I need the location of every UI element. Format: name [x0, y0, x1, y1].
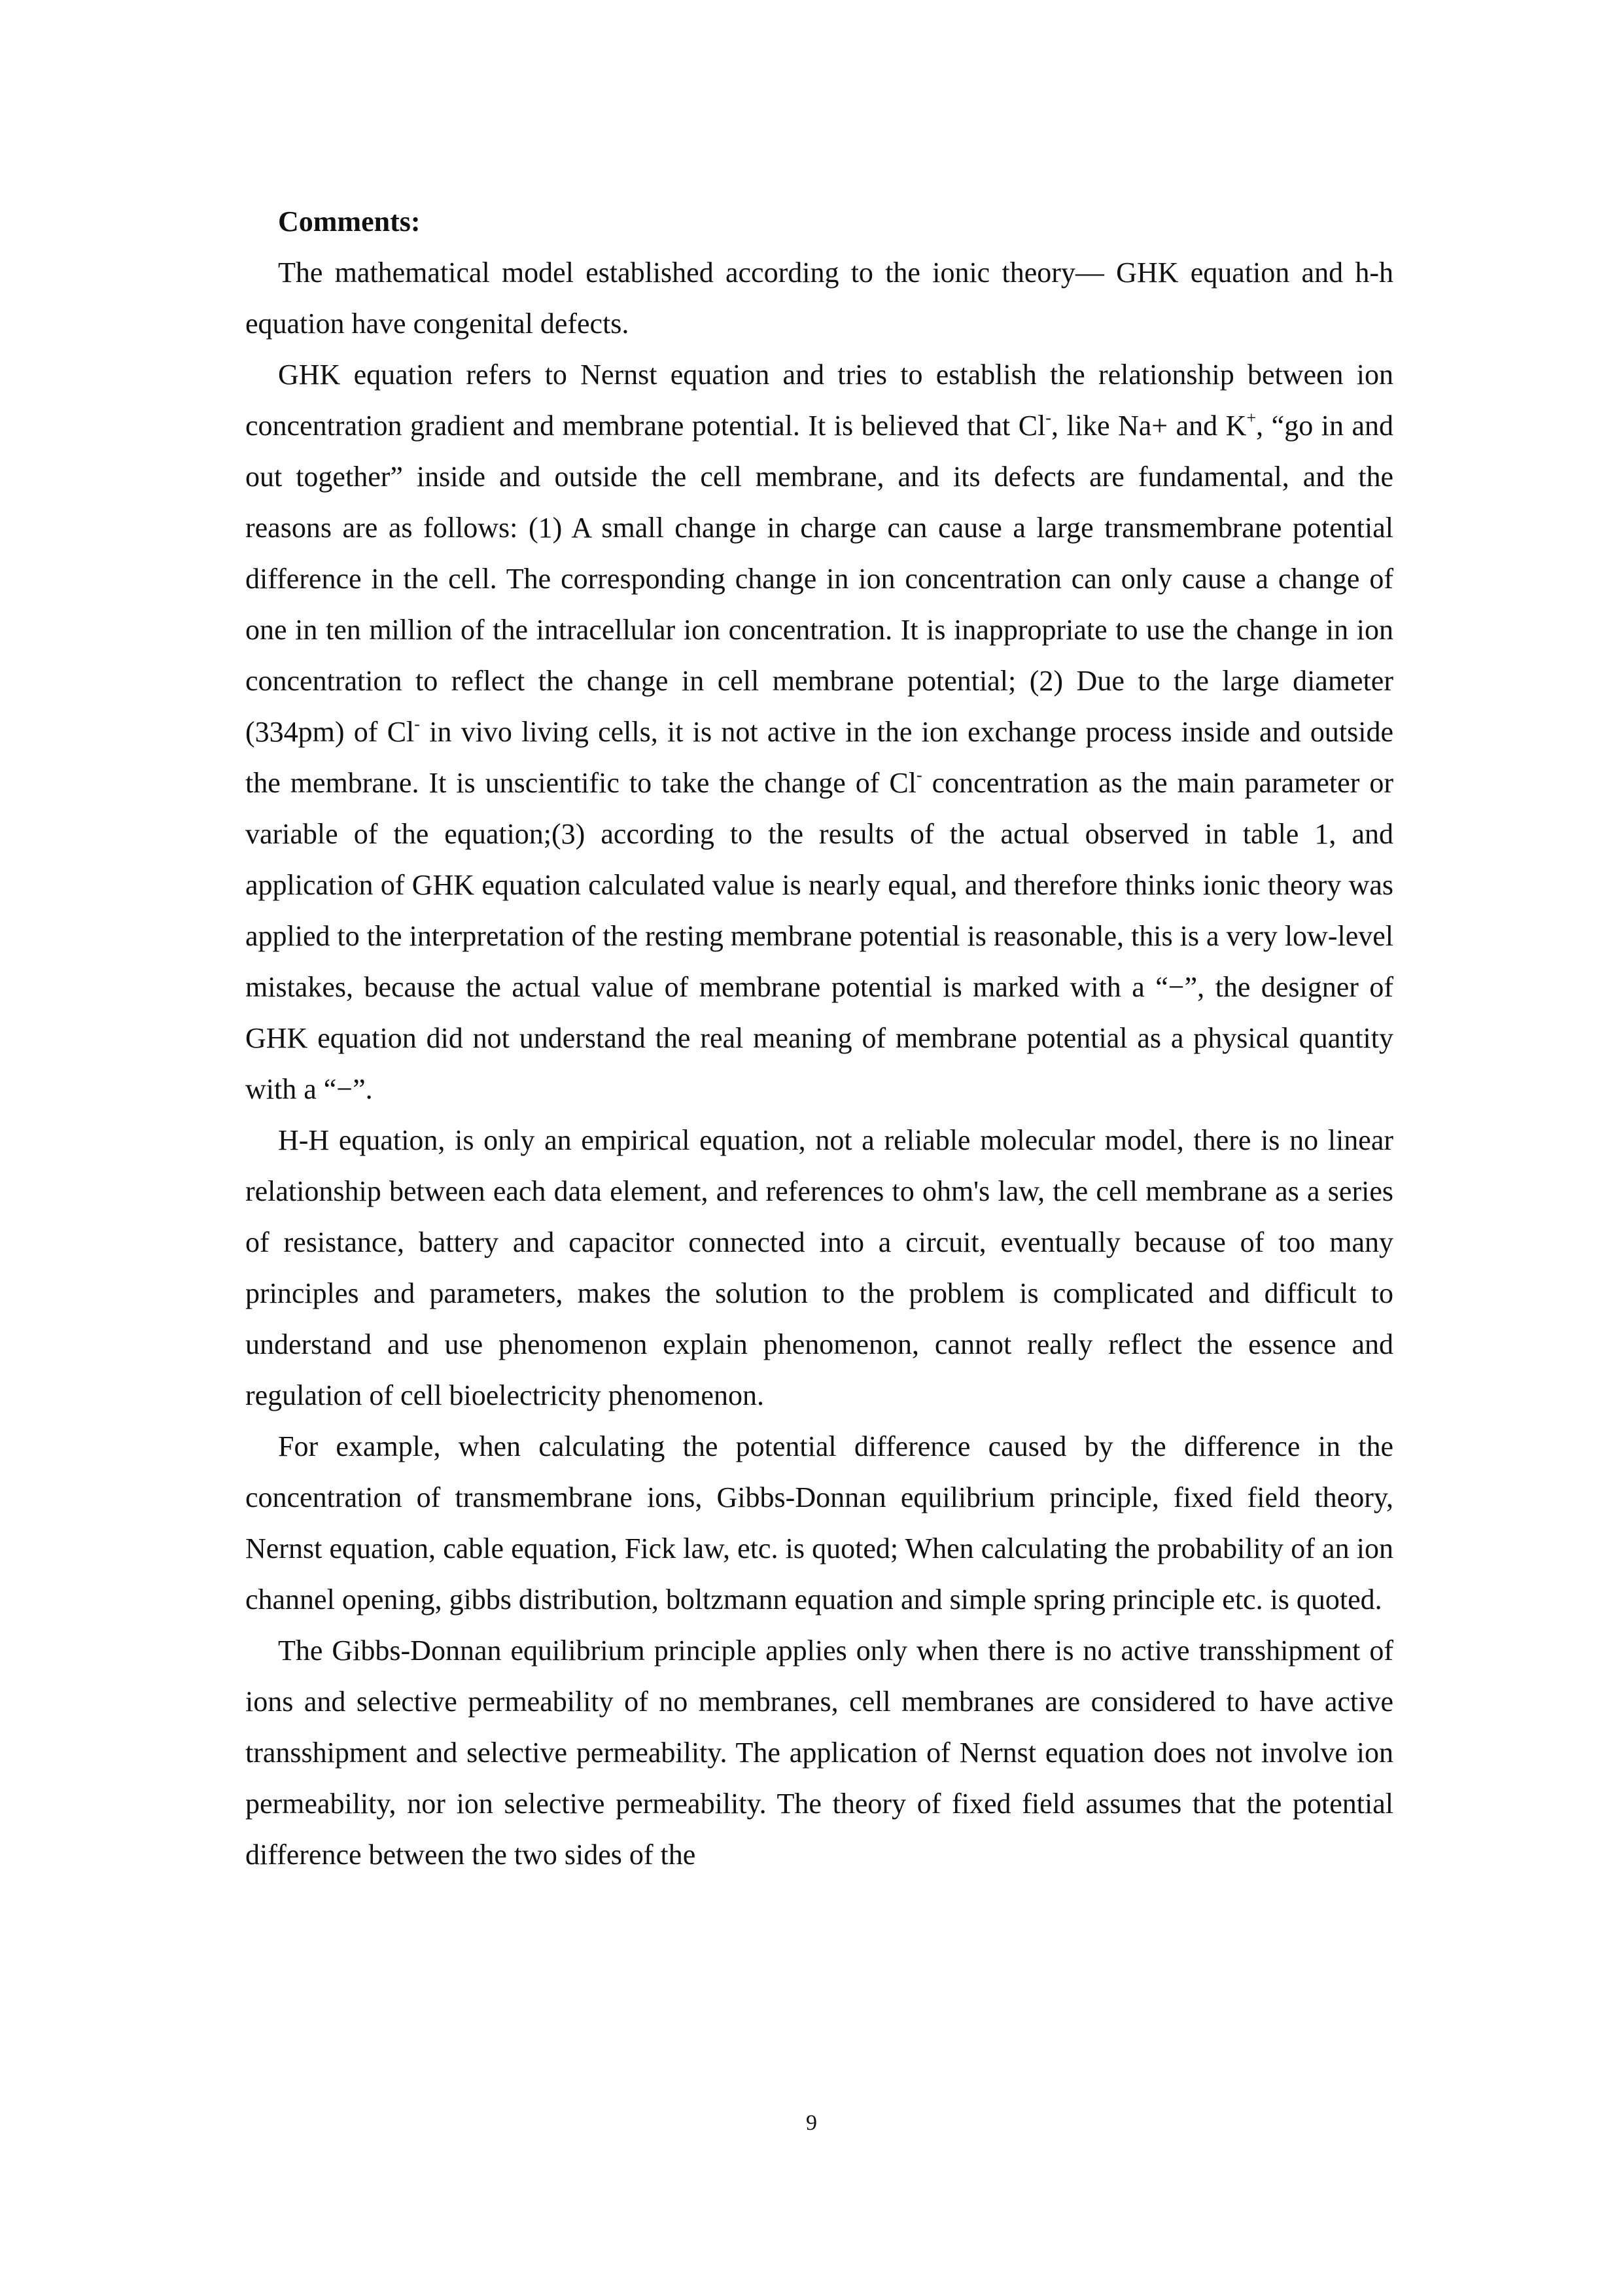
chloride-charge-superscript: -	[916, 766, 922, 785]
paragraph-ghk-text-1: GHK equation refers to Nernst equation and tries to establish the relationship between ion concentration gradient and membrane potential. It is believed that Cl	[245, 359, 1393, 442]
chloride-charge-superscript: -	[1045, 408, 1051, 427]
document-body	[245, 196, 1393, 1881]
paragraph-ghk-text-3: , “go in and out together” inside and outside the cell membrane, and its defects are fundamental, and the reasons are as follows: (1) A small change in charge can cause a large transmembrane potential difference in the cell. The corresponding change in ion concentration can only cause a change of one in ten million of the intracellular ion concentration. It is inappropriate to use the change in ion concentration to reflect the change in cell membrane potential; (2) Due to the large diameter (334pm) of Cl	[245, 410, 1393, 748]
paragraph-ghk-text-5: concentration as the main parameter or variable of the equation;(3) according to the results of the actual observed in table 1, and application of GHK equation calculated value is nearly equal, and therefore thinks ionic theory was applied to the interpretation of the resting membrane potential is reasonable, this is a very low-level mistakes, because the actual value of membrane potential is marked with a “−”, the designer of GHK equation did not understand the real meaning of membrane potential as a physical quantity with a “−”.	[245, 767, 1393, 1105]
paragraph-gibbs-donnan: The Gibbs-Donnan equilibrium principle applies only when there is no active transshipment of ions and selective permeability of no membranes, cell membranes are considered to have active transshipment and selective permeability. The application of Nernst equation does not involve ion permeability, nor ion selective permeability. The theory of fixed field assumes that the potential difference between the two sides of the	[245, 1634, 1393, 1871]
chloride-charge-superscript: -	[414, 715, 420, 733]
paragraph-intro: The mathematical model established according to the ionic theory— GHK equation and h-h equation have congenital defects.	[245, 256, 1393, 340]
paragraph-hh-equation: H-H equation, is only an empirical equation, not a reliable molecular model, there is no linear relationship between each data element, and references to ohm's law, the cell membrane as a series of resistance, battery and capacitor connected into a circuit, eventually because of too many principles and parameters, makes the solution to the problem is complicated and difficult to understand and use phenomenon explain phenomenon, cannot really reflect the essence and regulation of cell bioelectricity phenomenon.	[245, 1124, 1393, 1411]
potassium-charge-superscript: +	[1246, 408, 1257, 427]
comments-heading: Comments:	[278, 205, 421, 238]
paragraph-ghk-text-2: , like Na+ and K	[1051, 410, 1247, 442]
paragraph-ghk-text-4: in vivo living cells, it is not active in the ion exchange process inside and outside the membrane. It is unscientific to take the change of Cl	[245, 716, 1393, 799]
paragraph-ghk-equation	[245, 349, 1393, 1115]
paragraph-example: For example, when calculating the potential difference caused by the difference in the concentration of transmembrane ions, Gibbs-Donnan equilibrium principle, fixed field theory, Nernst equation, cable equation, Fick law, etc. is quoted; When calculating the probability of an ion channel opening, gibbs distribution, boltzmann equation and simple spring principle etc. is quoted.	[245, 1430, 1393, 1616]
page-number: 9	[806, 2111, 817, 2135]
